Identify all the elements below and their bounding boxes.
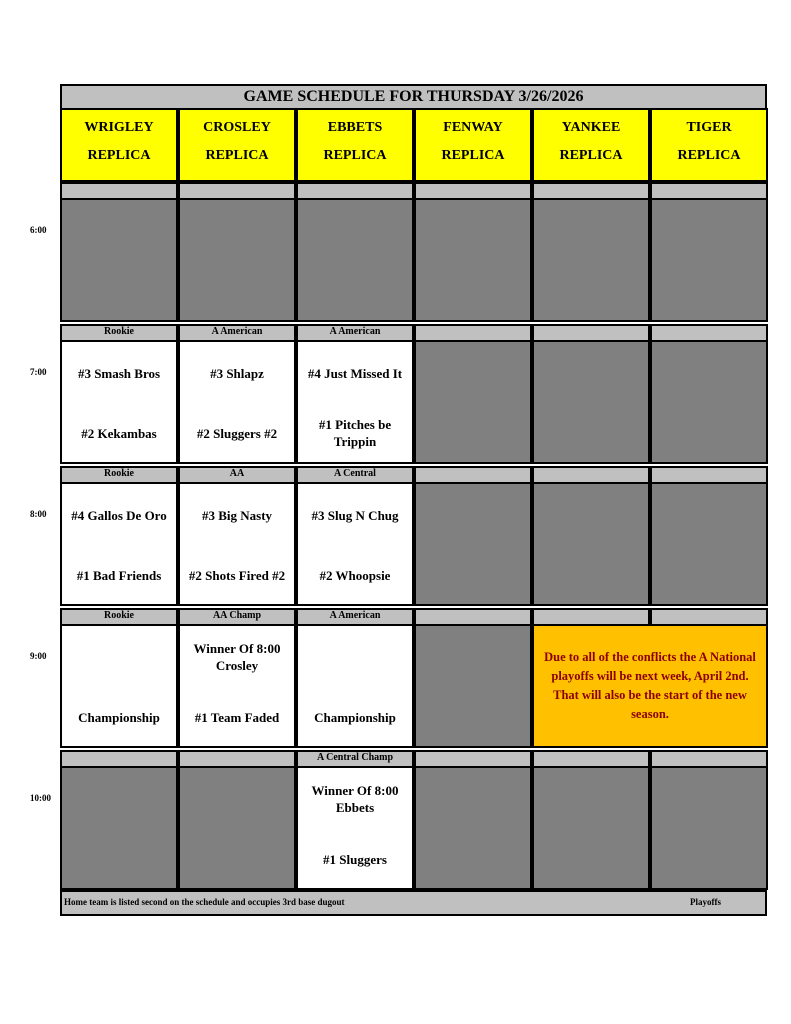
division-label: A American — [296, 324, 414, 342]
field-type: REPLICA — [677, 148, 741, 163]
empty-slot — [532, 482, 650, 606]
field-header — [60, 108, 178, 182]
game-slot — [296, 482, 414, 606]
game-slot — [296, 340, 414, 464]
visiting-team: #3 Smash Bros — [77, 365, 161, 381]
visiting-team: #4 Just Missed It — [307, 365, 403, 381]
empty-slot — [414, 482, 532, 606]
game-slot — [60, 624, 178, 748]
field-header — [178, 108, 296, 182]
game-slot — [60, 482, 178, 606]
game-slot — [178, 482, 296, 606]
field-header — [532, 108, 650, 182]
footer-note: Home team is listed second on the schedule and occupies 3rd base dugout — [64, 897, 345, 907]
time-label: 8:00 — [30, 509, 47, 519]
empty-slot — [178, 198, 296, 322]
field-type: REPLICA — [205, 148, 269, 163]
empty-slot — [650, 482, 768, 606]
time-label: 10:00 — [30, 793, 51, 803]
empty-slot — [650, 198, 768, 322]
game-slot — [296, 766, 414, 890]
visiting-team — [62, 630, 176, 684]
field-header — [650, 108, 768, 182]
home-team: #1 Team Faded — [194, 709, 280, 725]
time-label: 9:00 — [30, 651, 47, 661]
empty-slot — [414, 340, 532, 464]
field-name: TIGER — [686, 120, 732, 135]
empty-slot — [178, 766, 296, 890]
field-header — [296, 108, 414, 182]
home-team: #2 Shots Fired #2 — [188, 567, 286, 583]
footer-legend: Playoffs — [690, 897, 721, 907]
home-team: Championship — [78, 709, 160, 725]
time-label: 6:00 — [30, 225, 47, 235]
empty-slot — [650, 766, 768, 890]
empty-slot — [532, 340, 650, 464]
division-label: A Central — [296, 466, 414, 484]
division-label: AA — [178, 466, 296, 484]
visiting-team: Winner Of 8:00 Ebbets — [311, 783, 399, 815]
division-label: AA Champ — [178, 608, 296, 626]
game-slot — [178, 340, 296, 464]
field-name: CROSLEY — [203, 120, 271, 135]
conflict-notice: Due to all of the conflicts the A National playoffs will be next week, April 2nd. That will also be the start of the new season. — [532, 624, 768, 748]
empty-slot — [296, 198, 414, 322]
field-type: REPLICA — [559, 148, 623, 163]
game-slot — [60, 340, 178, 464]
home-team: Championship — [314, 709, 396, 725]
empty-slot — [650, 340, 768, 464]
field-header — [414, 108, 532, 182]
game-slot — [296, 624, 414, 748]
game-slot — [178, 624, 296, 748]
time-label: 7:00 — [30, 367, 47, 377]
field-name: EBBETS — [327, 120, 383, 135]
division-label: A American — [178, 324, 296, 342]
home-team: #1 Sluggers — [323, 851, 387, 867]
field-name: WRIGLEY — [84, 120, 154, 135]
visiting-team: Winner Of 8:00 Crosley — [193, 641, 281, 673]
division-label: Rookie — [60, 324, 178, 342]
visiting-team — [298, 630, 412, 684]
division-label: Rookie — [60, 466, 178, 484]
empty-slot — [60, 198, 178, 322]
empty-slot — [414, 766, 532, 890]
schedule-title: GAME SCHEDULE FOR THURSDAY 3/26/2026 — [60, 84, 767, 110]
visiting-team: #3 Big Nasty — [201, 507, 273, 523]
empty-slot — [60, 766, 178, 890]
empty-slot — [532, 766, 650, 890]
field-type: REPLICA — [87, 148, 151, 163]
visiting-team: #3 Slug N Chug — [311, 507, 399, 523]
home-team: #2 Kekambas — [81, 425, 157, 441]
footer-bar — [60, 890, 767, 916]
home-team: #2 Whoopsie — [319, 567, 391, 583]
field-name: FENWAY — [443, 120, 503, 135]
field-name: YANKEE — [561, 120, 621, 135]
home-team: #2 Sluggers #2 — [196, 425, 278, 441]
empty-slot — [414, 198, 532, 322]
empty-slot — [532, 198, 650, 322]
home-team: #1 Pitches be Trippin — [318, 417, 392, 449]
field-type: REPLICA — [441, 148, 505, 163]
division-label: A Central Champ — [296, 750, 414, 768]
visiting-team: #4 Gallos De Oro — [71, 507, 167, 523]
division-label: A American — [296, 608, 414, 626]
visiting-team: #3 Shlapz — [210, 365, 264, 381]
division-label: Rookie — [60, 608, 178, 626]
home-team: #1 Bad Friends — [76, 567, 162, 583]
field-type: REPLICA — [323, 148, 387, 163]
empty-slot — [414, 624, 532, 748]
